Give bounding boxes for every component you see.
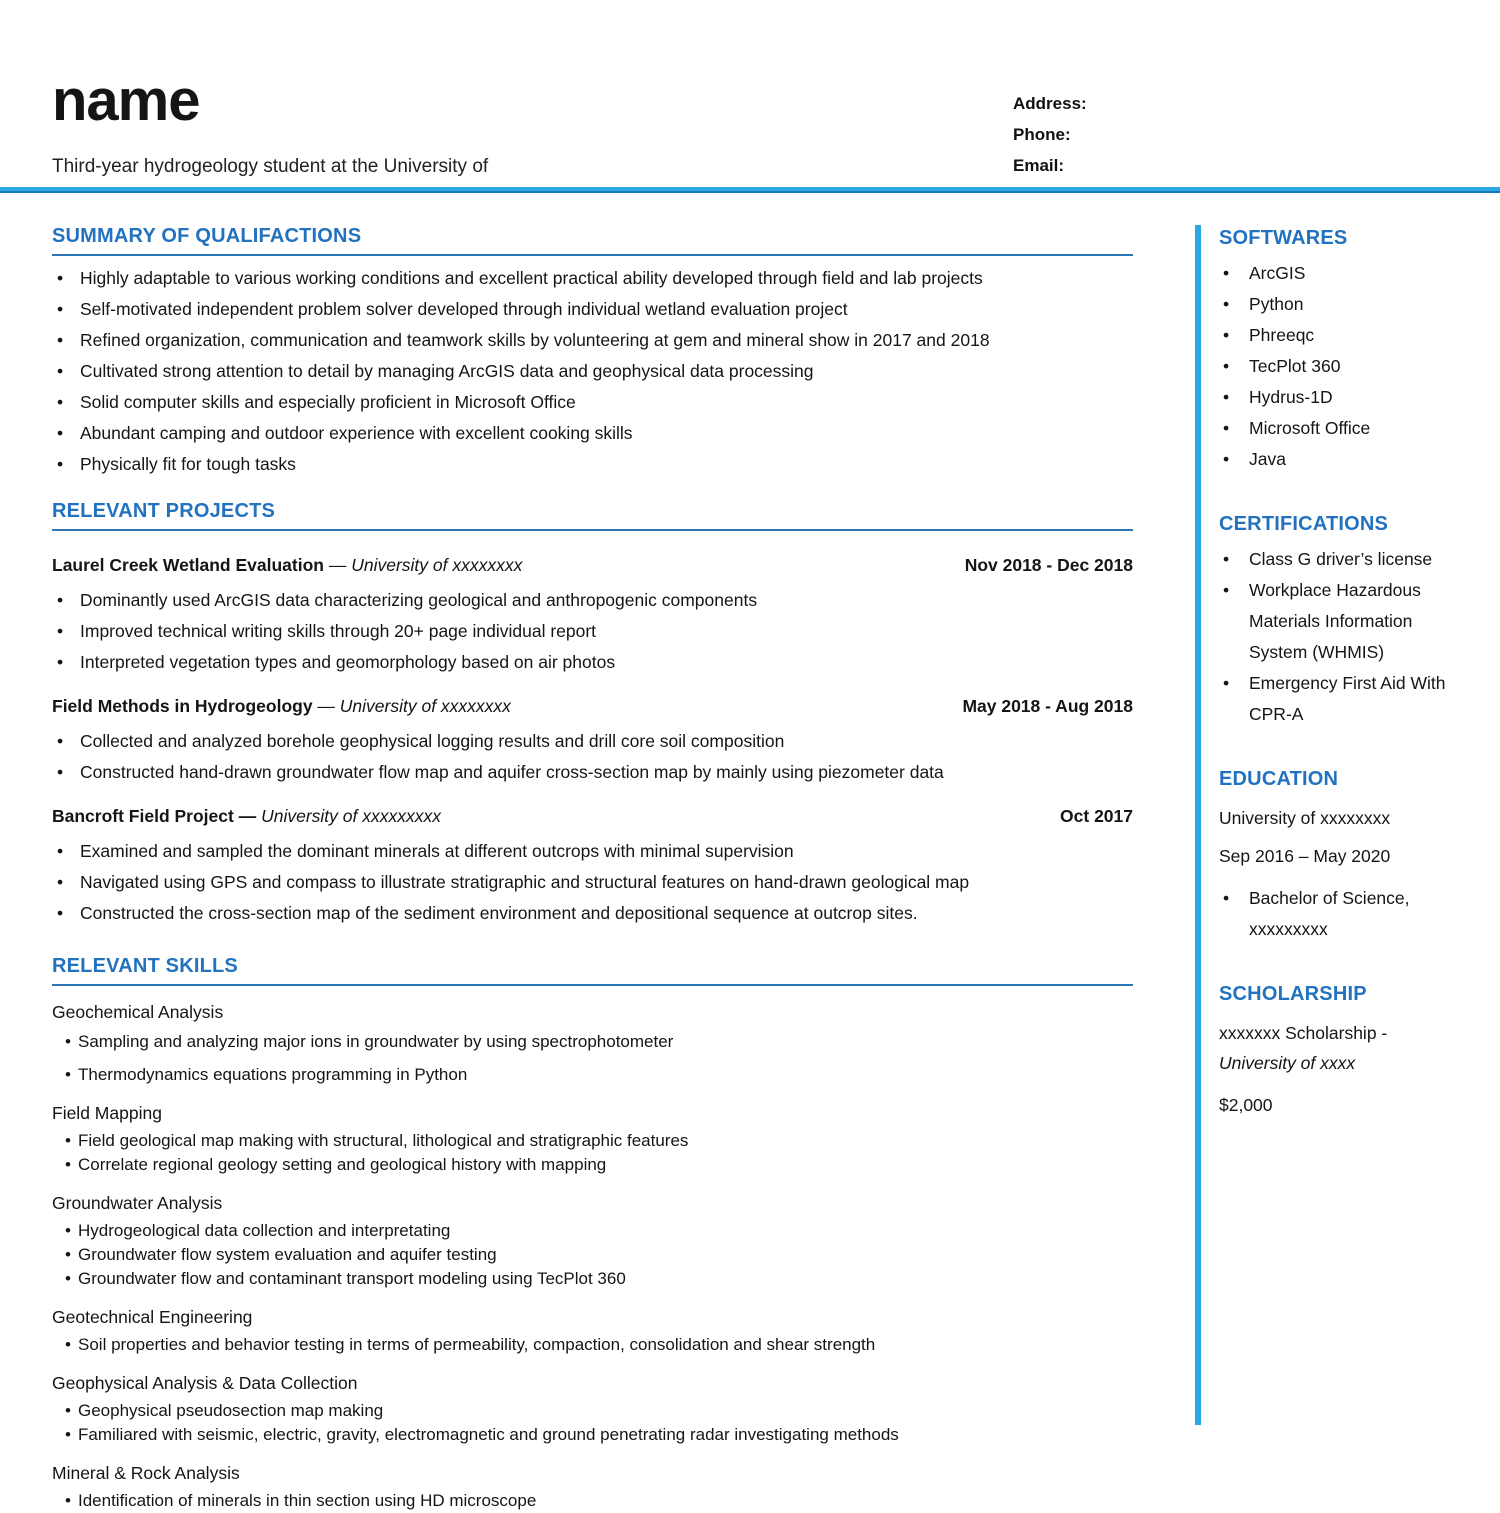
softwares-section [1219,227,1473,475]
address-label: Address: [1013,94,1087,113]
summary-item: • Solid computer skills and especially proficient in Microsoft Office [52,392,1133,412]
skill-bullet: • Groundwater flow system evaluation and aquifer testing [52,1243,1133,1267]
skills-section [52,955,1133,1513]
project-entry [52,555,1133,672]
skill-group [52,1192,1133,1291]
project-name: Bancroft Field Project — [52,806,257,826]
certifications-title: CERTIFICATIONS [1219,513,1389,535]
project-bullet: • Interpreted vegetation types and geomorphology based on air photos [52,652,1133,672]
project-bullet: • Dominantly used ArcGIS data characterizing geological and anthropogenic components [52,590,1133,610]
software-item: • Phreeqc [1219,320,1473,351]
project-date: Nov 2018 - Dec 2018 [964,555,1133,575]
skill-bullet: • Hydrogeological data collection and interpretating [52,1219,1133,1243]
skill-bullets [52,1030,1133,1087]
scholarship-university: University of xxxx [1219,1053,1356,1073]
softwares-list [1219,258,1473,475]
summary-section-header [52,225,1133,256]
software-item: • Hydrus-1D [1219,382,1473,413]
skill-bullets [52,1333,1133,1357]
education-degree-list [1219,883,1473,945]
scholarship-amount: $2,000 [1219,1095,1273,1115]
certifications-section [1219,513,1473,730]
header-divider [0,187,1500,193]
phone-label: Phone: [1013,125,1071,144]
skill-bullets [52,1129,1133,1177]
scholarship-section [1219,983,1473,1116]
project-date: Oct 2017 [1060,806,1133,826]
project-bullet: • Improved technical writing skills through 20+ page individual report [52,621,1133,641]
tagline: Third-year hydrogeology student at the University of [52,156,489,177]
education-degree: • Bachelor of Science, xxxxxxxxx [1219,883,1473,945]
summary-item: • Physically fit for tough tasks [52,454,1133,474]
skills-title: RELEVANT SKILLS [52,955,238,977]
certifications-list [1219,544,1473,730]
projects-section-header [52,500,1133,531]
summary-item: • Self-motivated independent problem solver developed through individual wetland evaluation project [52,299,1133,319]
summary-title: SUMMARY OF QUALIFACTIONS [52,225,362,247]
resume-header [0,0,1500,178]
summary-item: • Refined organization, communication and teamwork skills by volunteering at gem and mineral show in 2017 and 2018 [52,330,1133,350]
skill-group-label: Groundwater Analysis [52,1193,223,1213]
project-bullets [52,841,1133,923]
skill-group-label: Geotechnical Engineering [52,1307,253,1327]
project-bullets [52,590,1133,672]
skill-bullets [52,1399,1133,1447]
sidebar-column [1195,225,1473,1425]
contact-block [1013,88,1087,181]
education-dates: Sep 2016 – May 2020 [1219,846,1391,866]
skill-bullet: • Field geological map making with structural, lithological and stratigraphic features [52,1129,1133,1153]
software-item: • TecPlot 360 [1219,351,1473,382]
certification-item: • Workplace Hazardous Materials Information System (WHMIS) [1219,575,1473,668]
software-item: • Java [1219,444,1473,475]
projects-title: RELEVANT PROJECTS [52,500,276,522]
skill-bullet: • Familiared with seismic, electric, gravity, electromagnetic and ground penetrating radar investigating methods [52,1423,1133,1447]
software-item: • ArcGIS [1219,258,1473,289]
skill-group [52,1001,1133,1087]
project-bullet: • Collected and analyzed borehole geophysical logging results and drill core soil composition [52,731,1133,751]
project-heading [52,696,1133,717]
skill-bullet: • Groundwater flow and contaminant transport modeling using TecPlot 360 [52,1267,1133,1291]
project-heading [52,555,1133,576]
scholarship-name: xxxxxxx Scholarship - [1219,1023,1388,1043]
skill-bullets [52,1489,1133,1513]
skill-group-label: Field Mapping [52,1103,162,1123]
skills-section-header [52,955,1133,986]
education-school: University of xxxxxxxx [1219,808,1391,828]
skill-group [52,1372,1133,1447]
project-bullet: • Examined and sampled the dominant minerals at different outcrops with minimal supervision [52,841,1133,861]
main-column [52,225,1133,1513]
project-organization: University of xxxxxxxx [339,696,511,716]
certification-item: • Emergency First Aid With CPR-A [1219,668,1473,730]
software-item: • Python [1219,289,1473,320]
education-title: EDUCATION [1219,768,1339,790]
skill-bullet: • Correlate regional geology setting and geological history with mapping [52,1153,1133,1177]
skill-group-label: Geophysical Analysis & Data Collection [52,1373,358,1393]
project-organization: University of xxxxxxxx [351,555,523,575]
candidate-name: name [52,68,200,133]
skill-group [52,1462,1133,1513]
project-name: Laurel Creek Wetland Evaluation [52,555,324,575]
skill-group [52,1102,1133,1177]
skill-group [52,1306,1133,1357]
project-name: Field Methods in Hydrogeology [52,696,313,716]
project-heading [52,806,1133,827]
project-entry [52,696,1133,782]
skill-bullet: • Sampling and analyzing major ions in groundwater by using spectrophotometer [52,1030,1133,1054]
summary-item: • Cultivated strong attention to detail by managing ArcGIS data and geophysical data processing [52,361,1133,381]
softwares-title: SOFTWARES [1219,227,1348,249]
email-label: Email: [1013,156,1065,175]
project-bullet: • Navigated using GPS and compass to illustrate stratigraphic and structural features on hand-drawn geological map [52,872,1133,892]
summary-item: • Highly adaptable to various working conditions and excellent practical ability developed through field and lab projects [52,268,1133,288]
software-item: • Microsoft Office [1219,413,1473,444]
project-separator: — [323,555,352,575]
project-date: May 2018 - Aug 2018 [962,696,1133,716]
project-bullet: • Constructed hand-drawn groundwater flow map and aquifer cross-section map by mainly using piezometer data [52,762,1133,782]
scholarship-title: SCHOLARSHIP [1219,983,1367,1005]
body-columns [0,225,1500,1513]
project-separator: — [312,696,340,716]
project-entry [52,806,1133,923]
education-section [1219,768,1473,945]
summary-item: • Abundant camping and outdoor experience with excellent cooking skills [52,423,1133,443]
project-bullets [52,731,1133,782]
skill-group-label: Mineral & Rock Analysis [52,1463,240,1483]
skill-group-label: Geochemical Analysis [52,1002,224,1022]
certification-item: • Class G driver’s license [1219,544,1473,575]
summary-list [52,268,1133,474]
skill-bullet: • Soil properties and behavior testing in terms of permeability, compaction, consolidation and shear strength [52,1333,1133,1357]
skill-bullet: • Identification of minerals in thin section using HD microscope [52,1489,1133,1513]
skill-bullet: • Geophysical pseudosection map making [52,1399,1133,1423]
project-bullet: • Constructed the cross-section map of the sediment environment and depositional sequence at outcrop sites. [52,903,1133,923]
skill-bullet: • Thermodynamics equations programming in Python [52,1063,1133,1087]
project-organization: University of xxxxxxxxx [261,806,441,826]
skill-bullets [52,1219,1133,1291]
